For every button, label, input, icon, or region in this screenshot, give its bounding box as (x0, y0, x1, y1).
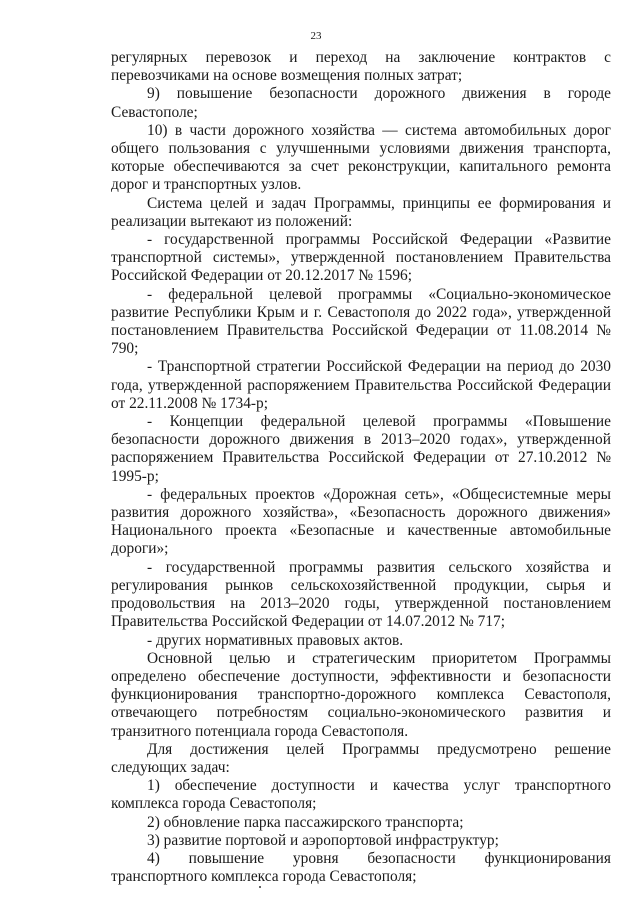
list-item: - федеральной целевой программы «Социально-экономическое развитие Республики Крым и г. Севастополя до 2022 года», утвержденной постановлением Правительства Российской Федерации от 11.08.2014 № 790; (111, 285, 611, 358)
list-item: 1) обеспечение доступности и качества услуг транспортного комплекса города Севастополя; (111, 777, 611, 813)
list-item: - Концепции федеральной целевой программы «Повышение безопасности дорожного движения в 2013–2020 годах», утвержденной распоряжением Правительства Российской Федерации от 27.10.2012 № 1995-р; (111, 413, 611, 485)
list-item: 2) обновление парка пассажирского транспорта; (147, 813, 464, 831)
list-item: - государственной программы развития сельского хозяйства и регулирования рынков сельскохозяйственной продукции, сырья и продовольствия на 2013–2020 годы, утвержденной постановлением Правительства Российской Федерации от 14.07.2012 № 717; (111, 558, 611, 631)
list-item: - федеральных проектов «Дорожная сеть», «Общесистемные меры развития дорожного хозяйства», «Безопасность дорожного движения» Национального проекта «Безопасные и качественные автомобильные дороги»; (111, 485, 611, 558)
page-number: 23 (310, 30, 322, 42)
paragraph: 10) в части дорожного хозяйства — система автомобильных дорог общего пользования с улучшенными условиями движения транспорта, которые обеспечиваются за счет реконструкции, капитального ремонта дорог и транспортных узлов. (111, 121, 611, 194)
paragraph: Основной целью и стратегическим приоритетом Программы определено обеспечение доступности, эффективности и безопасности функционирования транспортно-дорожного комплекса Севастополя, отвечающего потребностям социально-экономического развития и транзитного потенциала города Севастополя. (111, 649, 611, 740)
list-item: - других нормативных правовых актов. (147, 631, 404, 649)
list-item: 3) развитие портовой и аэропортовой инфраструктур; (147, 831, 499, 849)
list-item: - государственной программы Российской Федерации «Развитие транспортной системы», утвержденной постановлением Правительства Российской Федерации от 20.12.2017 № 1596; (111, 231, 611, 285)
scan-speck (259, 886, 261, 888)
document-body (111, 49, 611, 886)
paragraph: регулярных перевозок и переход на заключение контрактов с перевозчиками на основе возмещения полных затрат; (111, 49, 611, 85)
paragraph: Система целей и задач Программы, принципы ее формирования и реализации вытекают из положений: (111, 194, 611, 230)
list-item: - Транспортной стратегии Российской Федерации на период до 2030 года, утвержденной распоряжением Правительства Российской Федерации от 22.11.2008 № 1734-р; (111, 358, 611, 412)
list-item: 4) повышение уровня безопасности функционирования транспортного комплекса города Севастополя; (111, 849, 611, 886)
paragraph: 9) повышение безопасности дорожного движения в городе Севастополе; (111, 85, 611, 121)
paragraph: Для достижения целей Программы предусмотрено решение следующих задач: (111, 740, 611, 776)
